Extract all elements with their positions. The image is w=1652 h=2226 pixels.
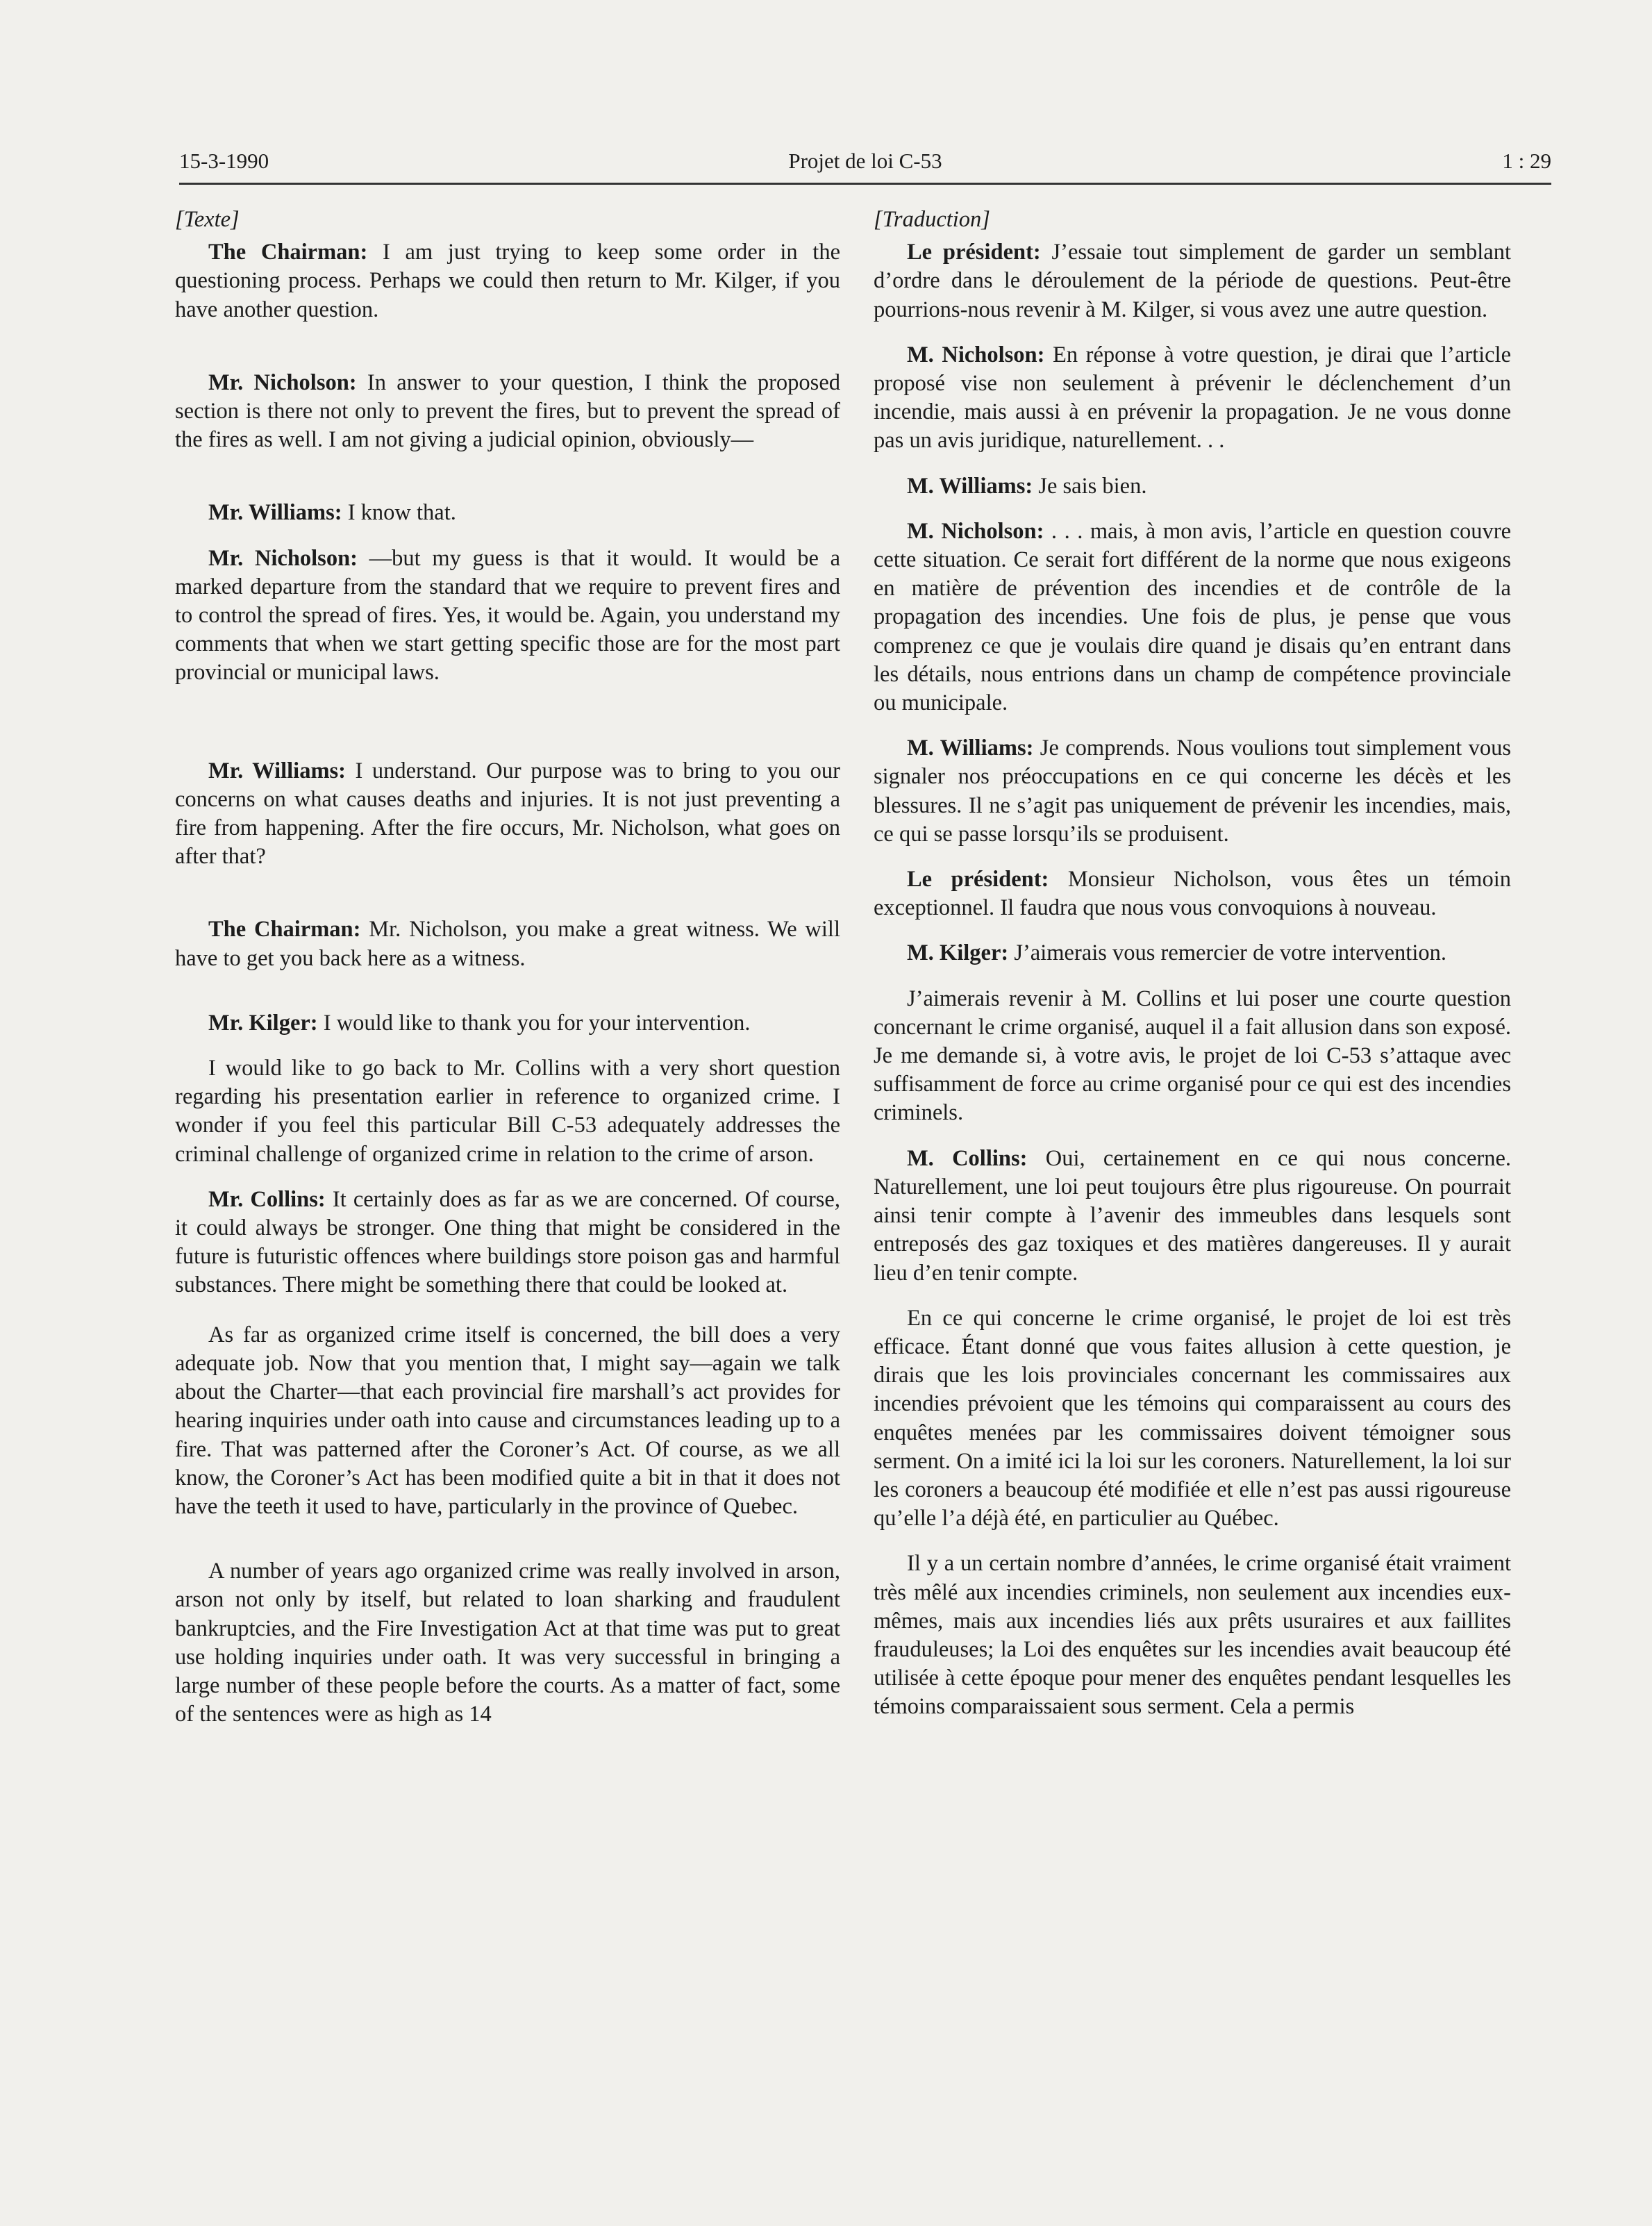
paragraph (874, 985, 1511, 1128)
header-title: Projet de loi C-53 (788, 149, 942, 173)
speaker-name: Mr. Nicholson: (208, 369, 357, 395)
speech-text: In answer to your question, I think the proposed section is there not only to prevent the fires, but to prevent the spread of the fires as well. I am not giving a judicial opinion, obviously— (175, 369, 840, 453)
header-date: 15-3-1990 (179, 149, 269, 173)
paragraph (874, 517, 1511, 717)
speaker-name: M. Williams: (907, 473, 1033, 499)
paragraph (175, 1054, 840, 1169)
speaker-name: The Chairman: (208, 917, 361, 942)
speech-text: J’essaie tout simplement de garder un semblant d’ordre dans le déroulement de la période de questions. Peut-être pourrions-nous revenir à M. Kilger, si vous avez une autre question. (874, 240, 1511, 322)
speech-text: I know that. (342, 500, 456, 526)
paragraph (175, 1321, 840, 1521)
speech-text: As far as organized crime itself is concerned, the bill does a very adequate job. Now that you mention that, I might say—again we talk about the Charter—that each provincial fire marshall’s act provides for hearing inquiries under oath into cause and circumstances leading up to a fire. That was patterned after the Coroner’s Act. Of course, as we all know, the Coroner’s Act has been modified quite a bit in that it does not have the teeth it used to have, particularly in the province of Quebec. (175, 1322, 840, 1519)
paragraph (874, 734, 1511, 849)
paragraph (175, 1557, 840, 1729)
paragraph (874, 472, 1511, 501)
speech-text: J’aimerais vous remercier de votre intervention. (1008, 940, 1446, 966)
speech-text: It certainly does as far as we are concerned. Of course, it could always be stronger. One thing that might be considered in the future is futuristic offences where buildings store poison gas and harmful substances. There might be something there that could be looked at. (175, 1186, 840, 1298)
speaker-name: M. Collins: (907, 1145, 1028, 1171)
speaker-name: Le président: (907, 240, 1041, 265)
speech-text: Oui, certainement en ce qui nous concerne. Naturellement, une loi peut toujours être plus rigoureuse. On pourrait ainsi tenir compte à l’avenir des immeubles dans lesquels sont entreposés des gaz toxiques et des matières dangereuses. Il y aurait lieu d’en tenir compte. (874, 1145, 1512, 1286)
french-column (874, 206, 1511, 1722)
speech-text: . . . mais, à mon avis, l’article en question couvre cette situation. Ce serait fort différent de la norme que nous exigeons en matière de prévention des incendies et de contrôle de la propagation des incendies. Une fois de plus, je pense que vous comprenez ce que je voulais dire quand je disais qu’en entrant dans les détails, nous entrions dans un champ de compétence provinciale ou municipale. (874, 518, 1511, 716)
speech-text: Je comprends. Nous voulions tout simplement vous signaler nos préoccupations en ce qui concerne les décès et les blessures. Il ne s’agit pas uniquement de prévenir les incendies, mais, ce qui se passe lorsqu’ils se produisent. (874, 736, 1511, 847)
paragraph (874, 238, 1511, 324)
speaker-name: M. Nicholson: (907, 518, 1044, 544)
header-page-number: 1 : 29 (1502, 149, 1551, 173)
speech-text: A number of years ago organized crime was really involved in arson, arson not only by itself, but related to loan sharking and fraudulent bankruptcies, and the Fire Investigation Act at that time was put to great use holding inquiries under oath. It was very successful in bringing a large number of these people before the courts. As a matter of fact, some of the sentences were as high as 14 (175, 1559, 840, 1727)
speaker-name: Mr. Nicholson: (208, 545, 358, 571)
speech-text: J’aimerais revenir à M. Collins et lui poser une courte question concernant le crime organisé, auquel il a fait allusion dans son exposé. Je me demande si, à votre avis, le projet de loi C-53 s’attaque avec suffisamment de force au crime organisé pour ce qui est des incendies criminels. (874, 986, 1511, 1126)
speech-text: I would like to thank you for your intervention. (317, 1010, 751, 1036)
page-header (179, 149, 1551, 183)
paragraph (874, 1145, 1511, 1288)
speaker-name: Le président: (907, 867, 1049, 892)
speech-text: I am just trying to keep some order in the questioning process. Perhaps we could then return to Mr. Kilger, if you have another question. (175, 240, 840, 322)
speech-text: Il y a un certain nombre d’années, le crime organisé était vraiment très mêlé aux incendies criminels, non seulement aux incendies eux-mêmes, mais aux incendies liés aux prêts usuraires et aux faillites frauduleuses; la Loi des enquêtes sur les incendies avait beaucoup été utilisée à cette époque pour mener des enquêtes pendant lesquelles les témoins comparaissaient sous serment. Cela a permis (874, 1551, 1511, 1720)
paragraph (874, 1304, 1511, 1534)
speech-text: En réponse à votre question, je dirai que l’article proposé vise non seulement à prévenir le déclenchement d’un incendie, mais aussi à en prévenir la propagation. Je ne vous donne pas un avis juridique, naturellement. . . (874, 342, 1512, 454)
speech-text: I understand. Our purpose was to bring to you our concerns on what causes deaths and injuries. It is not just preventing a fire from happening. After the fire occurs, Mr. Nicholson, what goes on after that? (175, 758, 841, 870)
speech-text: En ce qui concerne le crime organisé, le projet de loi est très efficace. Étant donné que vous faites allusion à cette question, je dirais que les lois provinciales concernant les commissaires aux incendies prévoient que les témoins qui comparaissent au cours des enquêtes menées par les commissaires doivent témoigner sous serment. On a imité ici la loi sur les coroners. Naturellement, la loi sur les coroners a beaucoup été modifiée et elle n’est pas aussi rigoureuse qu’elle l’a déjà été, en particulier au Québec. (874, 1305, 1511, 1531)
paragraph (874, 939, 1511, 967)
speech-text: —but my guess is that it would. It would be a marked departure from the standard that we require to prevent fires and to control the spread of fires. Yes, it would be. Again, you understand my comments that when we start getting specific those are for the most part provincial or municipal laws. (175, 545, 841, 686)
speaker-name: M. Kilger: (907, 940, 1009, 966)
speaker-name: Mr. Collins: (208, 1186, 326, 1212)
speaker-name: Mr. Williams: (208, 500, 342, 526)
speaker-name: Mr. Kilger: (208, 1010, 318, 1036)
speaker-name: M. Nicholson: (907, 342, 1045, 367)
speech-text: I would like to go back to Mr. Collins with a very short question regarding his presentation earlier in reference to organized crime. I wonder if you feel this particular Bill C-53 adequately addresses the criminal challenge of organized crime in relation to the crime of arson. (175, 1056, 840, 1167)
speech-text: Monsieur Nicholson, vous êtes un témoin exceptionnel. Il faudra que nous vous convoquions à nouveau. (874, 867, 1511, 921)
paragraph (175, 238, 840, 324)
column-label-texte: [Texte] (175, 207, 240, 232)
speaker-name: M. Williams: (907, 736, 1034, 761)
speech-text: Je sais bien. (1033, 473, 1147, 499)
speaker-name: The Chairman: (208, 240, 368, 265)
paragraph (175, 757, 840, 872)
paragraph (175, 369, 840, 455)
speech-text: Mr. Nicholson, you make a great witness. We will have to get you back here as a witness. (175, 917, 840, 971)
paragraph (874, 341, 1511, 456)
english-column (175, 206, 840, 1729)
column-label-traduction: [Traduction] (874, 207, 990, 232)
paragraph (175, 1186, 840, 1300)
speaker-name: Mr. Williams: (208, 758, 347, 783)
paragraph (175, 545, 840, 688)
paragraph (874, 1550, 1511, 1721)
paragraph (175, 915, 840, 972)
paragraph (175, 1009, 840, 1038)
paragraph (175, 499, 840, 527)
header-rule (179, 183, 1551, 185)
paragraph (874, 865, 1511, 922)
